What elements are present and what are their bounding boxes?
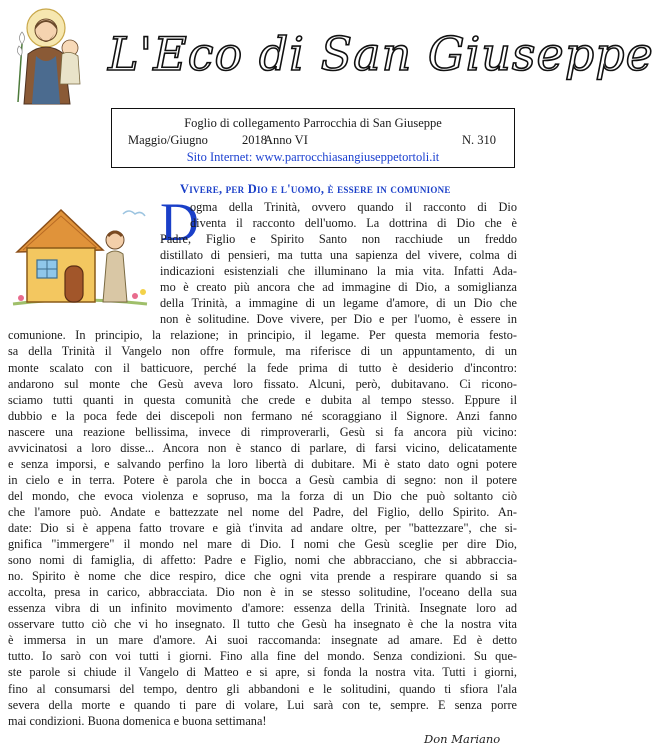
article-line: sono nomi di famiglia, di affetto: Padre e Figlio, nomi che abbracciano, che si abbraccia- xyxy=(8,553,517,568)
article-line: dubbio e la poca fede dei discepoli non fermano né scoraggiano il Signore. Anzi fanno xyxy=(8,408,517,423)
article-line: che l'amore può. Andate e battezzate nel nome del Padre, del Figlio, dello Spirito. An- xyxy=(8,504,517,519)
issue-year: 2018 xyxy=(242,133,267,147)
article-line: è immersa in un mare d'amore. Ai suoi raccomanda: insegnate ad amare. Ed è detto xyxy=(8,633,517,648)
issue-volume: Anno VI xyxy=(264,133,308,147)
issue-info-box xyxy=(111,108,515,168)
article-line: sciamo tutti quanti in questa comunità che crede e dubita al tempo stesso. Eppure il xyxy=(8,392,517,407)
article-line: ste parole si chiude il Vangelo di Matteo e si apre, si fonda la nostra vita. Tutti i giorni, xyxy=(8,665,517,680)
article-line: nascere una reazione bellissima, invece di rimproverarli, Gesù si fa ancora più vicino: xyxy=(8,424,517,439)
article-line: sa della Trinità il Vangelo non offre formule, ma riferisce di un appuntamento, di un xyxy=(8,344,517,359)
article-line: tutto. Io sarò con voi tutti i giorni. Fino alla fine del mondo. Senza condizioni. Su que- xyxy=(8,649,517,664)
masthead xyxy=(0,0,654,108)
article-line: Padre, Figlio e Spirito Santo non racchiude un freddo xyxy=(160,232,517,247)
journal-title: L'Eco di San Giuseppe xyxy=(108,27,654,81)
article-line: date: Dio si è appena fatto trovare e già t'invita ad andare oltre, per "battezzare", che si- xyxy=(8,521,517,535)
article-line: della Trinità, a immagine di un legame d'amore, di un Dio che xyxy=(160,296,517,311)
issue-line xyxy=(128,133,496,149)
drop-cap: D xyxy=(160,192,199,252)
article-line: accolta, presa in carico, abbracciata. Dio non è in se stesso solitudine, l'oceano della sua xyxy=(8,585,517,600)
article-line: gnifica "immergere" il mondo nel mare di Dio. I nomi che Gesù sceglie per dire Dio, xyxy=(8,537,517,552)
saint-joseph-icon xyxy=(2,4,100,104)
article-line: andarono sul monte che Gesù aveva loro fissato. Alcuni, però, dubitavano. Ci ricono- xyxy=(8,376,517,391)
article-line: severa della morte e quando ti pare di volare, Lui sarà con te, sempre. E senza porre xyxy=(8,697,517,712)
article-line: diventa il racconto dell'uomo. La dottrina di Dio che è xyxy=(190,216,517,231)
article-line: osservare tutto ciò che vi ho insegnato. Il tutto che Gesù ha insegnato è che la nostra vita xyxy=(8,617,517,632)
article-line: mo è creato più ancora che ad immagine di Dio, a somiglianza xyxy=(160,280,517,295)
website-link[interactable]: Sito Internet: www.parrocchiasangiuseppetortoli.it xyxy=(186,150,440,164)
article-line: del mondo, che evoca violenza e sopruso, ma la forza di un Dio che può soltanto ciò xyxy=(8,488,517,503)
bulletin-subtitle: Foglio di collegamento Parrocchia di San Giuseppe xyxy=(184,116,442,130)
article-line: non è solitudine. Dove vivere, per Dio e per l'uomo, è essere in xyxy=(160,312,517,327)
article-line: fino al consumarsi del tempo, dentro gli abbandoni e le solitudini, quando ti sfiora l'ala xyxy=(8,681,517,696)
article-line: in cielo e in terra. Potere è parola che in bocca a Gesù cambia di segno: non il potere xyxy=(8,472,517,487)
article-line: comunione. In principio, la relazione; in principio, il legame. Per questa memoria festo- xyxy=(8,328,517,343)
article-line: e senza imporsi, e salvando perfino la loro libertà di dubitare. Mi è stato dato ogni potere xyxy=(8,456,517,471)
article-line: distillato di pensieri, ma tutta una sapienza del vivere, colma di xyxy=(160,248,517,263)
author-signature: Don Mariano xyxy=(424,732,501,746)
article-line: avvicinatosi a loro disse... Ancora non è stanco di parlare, di farsi vicino, delicatamente xyxy=(8,440,517,455)
article-line: mai condizioni. Buona domenica e buona settimana! xyxy=(8,713,267,728)
article-line: essenza vibra di un infinito movimento d'amore: essenza della Trinità. Insegnate loro ad xyxy=(8,601,517,616)
issue-date: Maggio/Giugno xyxy=(128,133,208,147)
article-headline: Vivere, per Dio e l'uomo, è essere in comunione xyxy=(180,182,451,196)
article-line: monte scalato con il batticuore, perché la fede prima di tutto è desiderio d'incontro: xyxy=(8,360,517,375)
article-line: indicazioni esistenziali che illuminano la mia vita. Infatti Ada- xyxy=(160,264,517,279)
issue-number: N. 310 xyxy=(461,133,496,147)
article-line: ogma della Trinità, ovvero quando il racconto di Dio xyxy=(190,200,517,214)
article-line: no. Spirito è nome che dice respiro, dice che ogni vita prende a respirare quando si sa xyxy=(8,569,517,584)
article-body xyxy=(0,192,526,739)
